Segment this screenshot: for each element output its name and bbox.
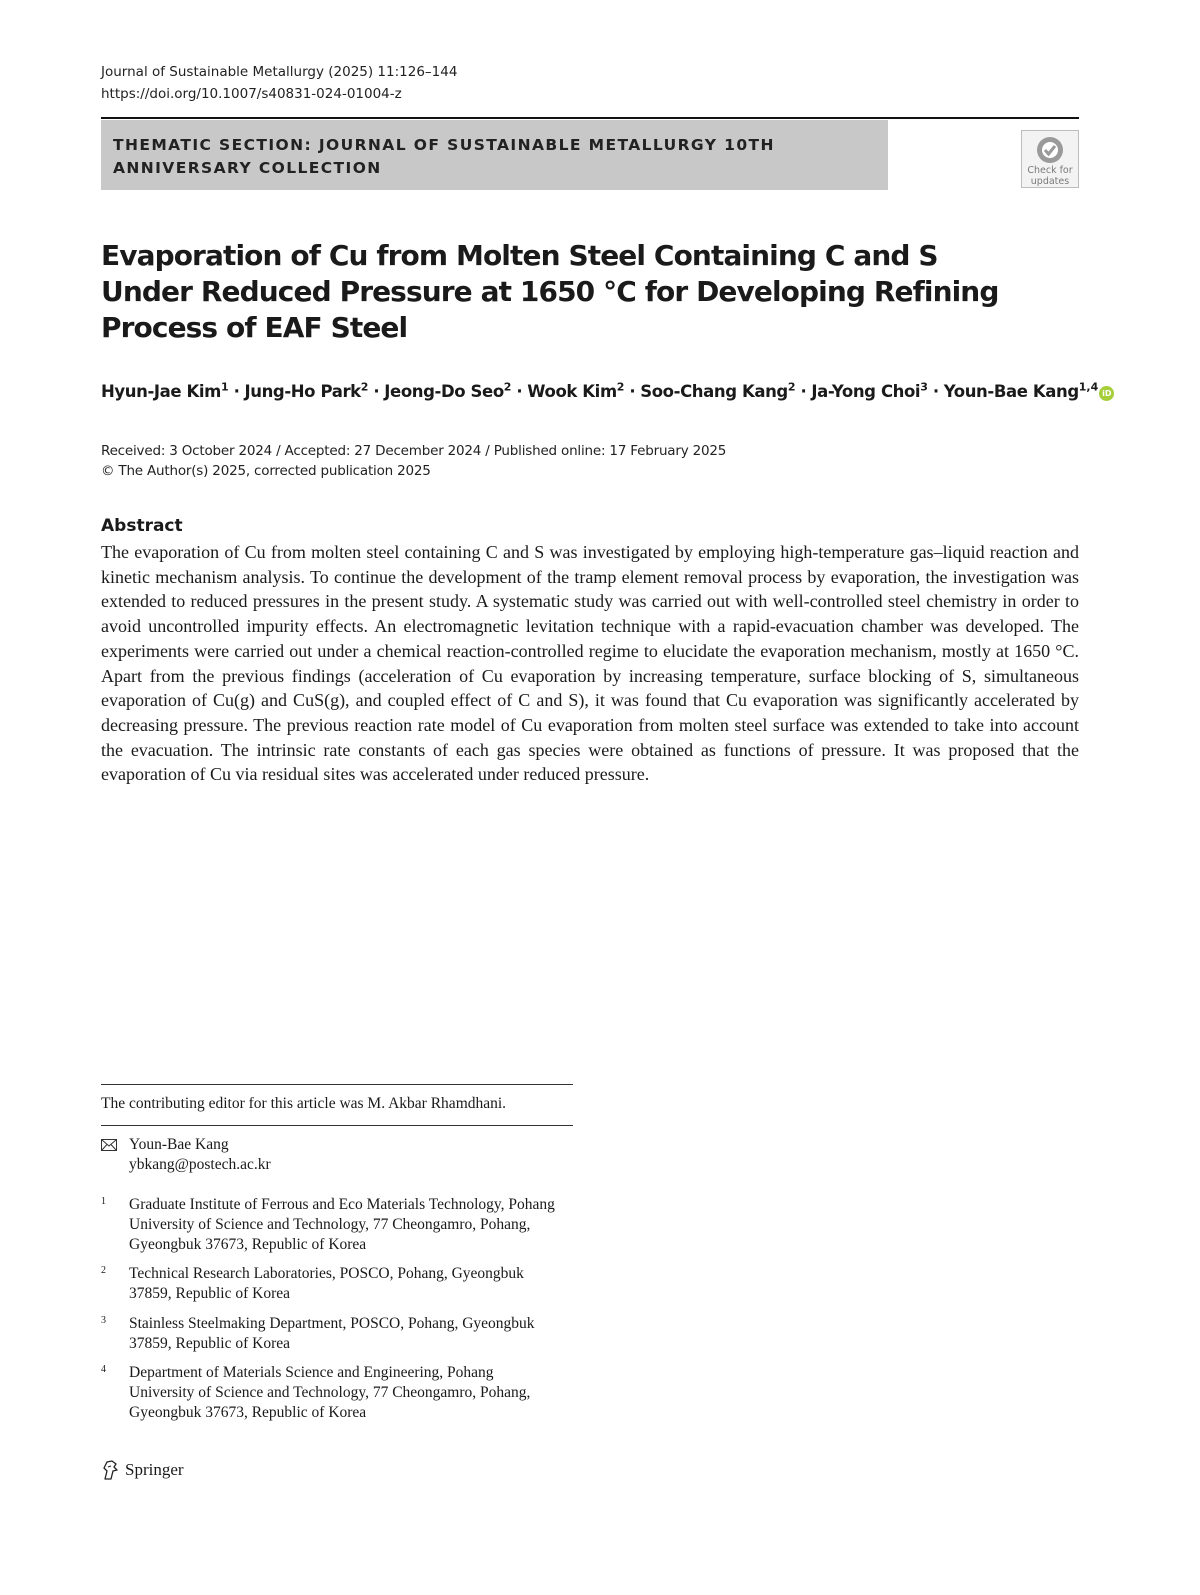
- abstract-heading: Abstract: [101, 516, 183, 536]
- doi-link[interactable]: https://doi.org/10.1007/s40831-024-01004-z: [101, 86, 402, 102]
- author-affiliation-marker: 2: [503, 380, 512, 393]
- corresponding-author: [101, 1135, 271, 1175]
- article-title: Evaporation of Cu from Molten Steel Containing C and S Under Reduced Pressure at 1650 °C for Developing Refining Process of EAF Steel: [101, 239, 999, 344]
- footnote-rule: [101, 1084, 573, 1085]
- header-rule: [101, 117, 1079, 119]
- author-affiliation-marker: 2: [360, 380, 369, 393]
- footnote-rule: [101, 1125, 573, 1126]
- author[interactable]: Jung-Ho Park$^2$: [244, 380, 369, 401]
- affiliation-number: 1: [101, 1196, 106, 1207]
- crossmark-icon: [1033, 135, 1067, 165]
- affiliation-number: 2: [101, 1265, 106, 1276]
- author-separator: ·: [516, 381, 523, 401]
- author[interactable]: Jeong-Do Seo$^2$: [384, 380, 512, 401]
- affiliation-text: Technical Research Laboratories, POSCO, Pohang, Gyeongbuk 37859, Republic of Korea: [129, 1265, 524, 1302]
- thematic-section-band: THEMATIC SECTION: JOURNAL OF SUSTAINABLE METALLURGY 10TH ANNIVERSARY COLLECTION: [101, 120, 888, 190]
- affiliation-number: 3: [101, 1315, 106, 1326]
- author[interactable]: Youn-Bae Kang$^{1,4}$: [943, 380, 1099, 401]
- author-separator: ·: [373, 381, 380, 401]
- publisher-logo: [101, 1458, 184, 1482]
- affiliation-item: [101, 1363, 561, 1423]
- author[interactable]: Wook Kim$^2$: [527, 380, 625, 401]
- editor-note: The contributing editor for this article was M. Akbar Rhamdhani.: [101, 1095, 507, 1112]
- copyright-notice: © The Author(s) 2025, corrected publication 2025: [101, 463, 431, 479]
- author-separator: ·: [233, 381, 240, 401]
- orcid-icon[interactable]: iD: [1099, 386, 1114, 401]
- author-affiliation-marker: 3: [920, 380, 928, 393]
- author-affiliation-marker: 2: [787, 380, 796, 393]
- author-list: [101, 380, 1112, 401]
- abstract-body: The evaporation of Cu from molten steel containing C and S was investigated by employing high-temperature gas–liquid reaction and kinetic mechanism analysis. To continue the development of the tramp element removal process by evaporation, the investigation was extended to reduced pressures in the present study. A systematic study was carried out with well-controlled steel chemistry in order to avoid uncontrolled impurity effects. An electromagnetic levitation technique with a rapid-evacuation chamber was developed. The experiments were carried out under a chemical reaction-controlled regime to elucidate the evaporation mechanism, mostly at 1650 °C. Apart from the previous findings (acceleration of Cu evaporation by increasing temperature, surface blocking of S, simultaneous evaporation of Cu(g) and CuS(g), and coupled effect of C and S), it was found that Cu evaporation was significantly accelerated by decreasing pressure. The previous reaction rate model of Cu evaporation from molten steel surface was extended to take into account the evacuation. The intrinsic rate constants of each gas species were obtained as functions of pressure. It was proposed that the evaporation of Cu via residual sites was accelerated under reduced pressure.: [101, 542, 1079, 785]
- affiliation-text: Department of Materials Science and Engineering, Pohang University of Science and Technology, 77 Cheongamro, Pohang, Gyeongbuk 37673, Republic of Korea: [129, 1364, 531, 1421]
- affiliation-text: Stainless Steelmaking Department, POSCO, Pohang, Gyeongbuk 37859, Republic of Korea: [129, 1315, 535, 1352]
- affiliation-number: 4: [101, 1364, 106, 1375]
- envelope-icon: [101, 1139, 117, 1151]
- corresponding-author-email[interactable]: ybkang@postech.ac.kr: [129, 1156, 271, 1173]
- publisher-name: Springer: [125, 1460, 184, 1479]
- crossmark-label-line1: Check for: [1027, 165, 1073, 176]
- author[interactable]: Soo-Chang Kang$^2$: [640, 380, 796, 401]
- author-separator: ·: [932, 381, 939, 401]
- author-separator: ·: [629, 381, 636, 401]
- author[interactable]: Ja-Yong Choi$^3$: [811, 380, 928, 401]
- journal-citation: Journal of Sustainable Metallurgy (2025) 11:126–144: [101, 64, 458, 80]
- affiliation-item: [101, 1195, 561, 1255]
- author-separator: ·: [800, 381, 807, 401]
- author-affiliation-marker: 2: [616, 380, 625, 393]
- history-dates: Received: 3 October 2024 / Accepted: 27 December 2024 / Published online: 17 February 2025: [101, 443, 727, 459]
- check-for-updates-badge[interactable]: [1021, 130, 1079, 188]
- affiliation-text: Graduate Institute of Ferrous and Eco Materials Technology, Pohang University of Science and Technology, 77 Cheongamro, Pohang, Gyeongbuk 37673, Republic of Korea: [129, 1196, 555, 1253]
- corresponding-author-name: Youn-Bae Kang: [129, 1136, 229, 1153]
- affiliation-item: [101, 1314, 561, 1354]
- author[interactable]: Hyun-Jae Kim$^1$: [101, 380, 229, 401]
- publication-history: [101, 441, 726, 481]
- author-affiliation-marker: 1,4: [1078, 380, 1099, 393]
- author-affiliation-marker: 1: [220, 380, 229, 393]
- springer-horse-icon: [101, 1459, 121, 1481]
- affiliation-item: [101, 1264, 561, 1304]
- crossmark-label-line2: updates: [1030, 176, 1070, 187]
